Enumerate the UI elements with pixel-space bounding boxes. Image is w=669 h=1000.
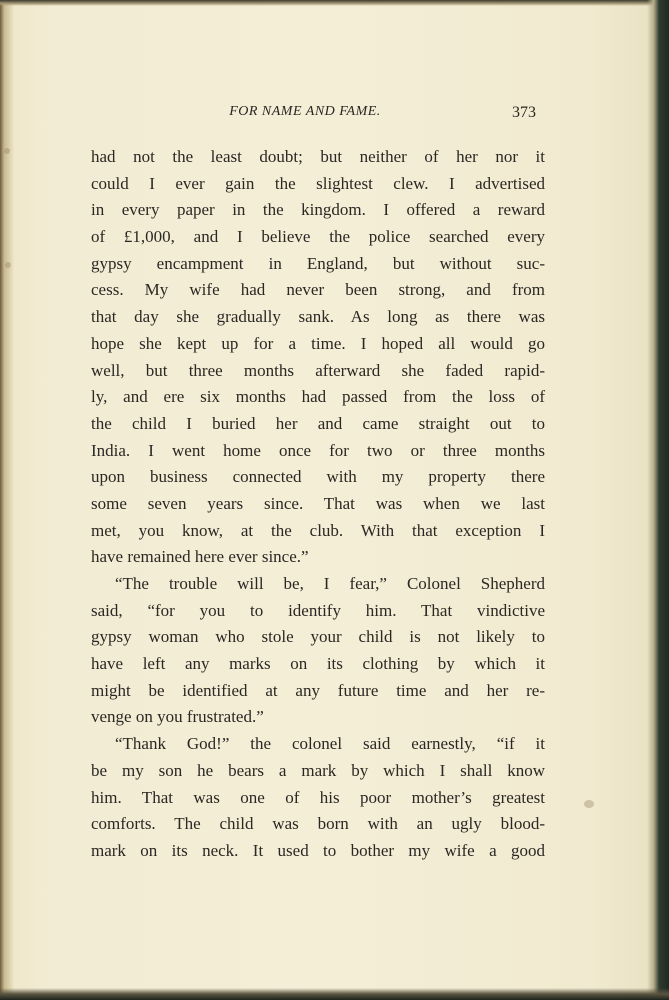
text-line: well, but three months afterward she faded rapid- (91, 360, 545, 380)
text-line: him. That was one of his poor mother’s greatest (91, 787, 545, 807)
text-line: in every paper in the kingdom. I offered a reward (91, 200, 545, 220)
text-line: “The trouble will be, I fear,” Colonel Shepherd (115, 574, 545, 593)
text-line: have left any marks on its clothing by which it (91, 654, 545, 674)
text-line: gypsy woman who stole your child is not likely to (91, 627, 545, 647)
running-head: FOR NAME AND FAME. (229, 104, 381, 119)
text-line: have remained here ever since.” (91, 547, 309, 567)
text-line: hope she kept up for a time. I hoped all would go (91, 333, 545, 353)
page-bottom-edge (0, 988, 669, 1000)
text-line: India. I went home once for two or three months (91, 440, 545, 460)
paper-stain (4, 148, 10, 154)
text-line: upon business connected with my property there (91, 467, 545, 487)
text-line: of £1,000, and I believe the police searched every (91, 227, 545, 247)
text-line: comforts. The child was born with an ugly blood- (91, 814, 545, 834)
page-number: 373 (512, 104, 536, 121)
page-top-edge (0, 0, 669, 6)
text-line: might be identified at any future time and her re- (91, 680, 545, 700)
text-line: cess. My wife had never been strong, and from (91, 280, 545, 300)
text-line: met, you know, at the club. With that exception I (91, 520, 545, 540)
paper-stain (5, 262, 11, 268)
text-line: some seven years since. That was when we last (91, 493, 545, 513)
book-cover-edge (647, 0, 669, 1000)
text-line: be my son he bears a mark by which I shall know (91, 760, 545, 780)
text-line: venge on you frustrated.” (91, 707, 264, 727)
text-line: gypsy encampment in England, but without suc- (91, 253, 545, 273)
text-line: could I ever gain the slightest clew. I advertised (91, 173, 545, 193)
text-line: that day she gradually sank. As long as there was (91, 307, 545, 327)
text-line: “Thank God!” the colonel said earnestly, “if it (115, 734, 545, 754)
text-line: mark on its neck. It used to bother my wife a good (91, 840, 545, 860)
text-line: said, “for you to identify him. That vindictive (91, 600, 545, 620)
body-text (91, 144, 545, 865)
text-line: the child I buried her and came straight out to (91, 413, 545, 433)
paper-stain (584, 800, 594, 808)
text-line: ly, and ere six months had passed from the loss of (91, 387, 545, 407)
text-line: had not the least doubt; but neither of her nor it (91, 147, 545, 166)
